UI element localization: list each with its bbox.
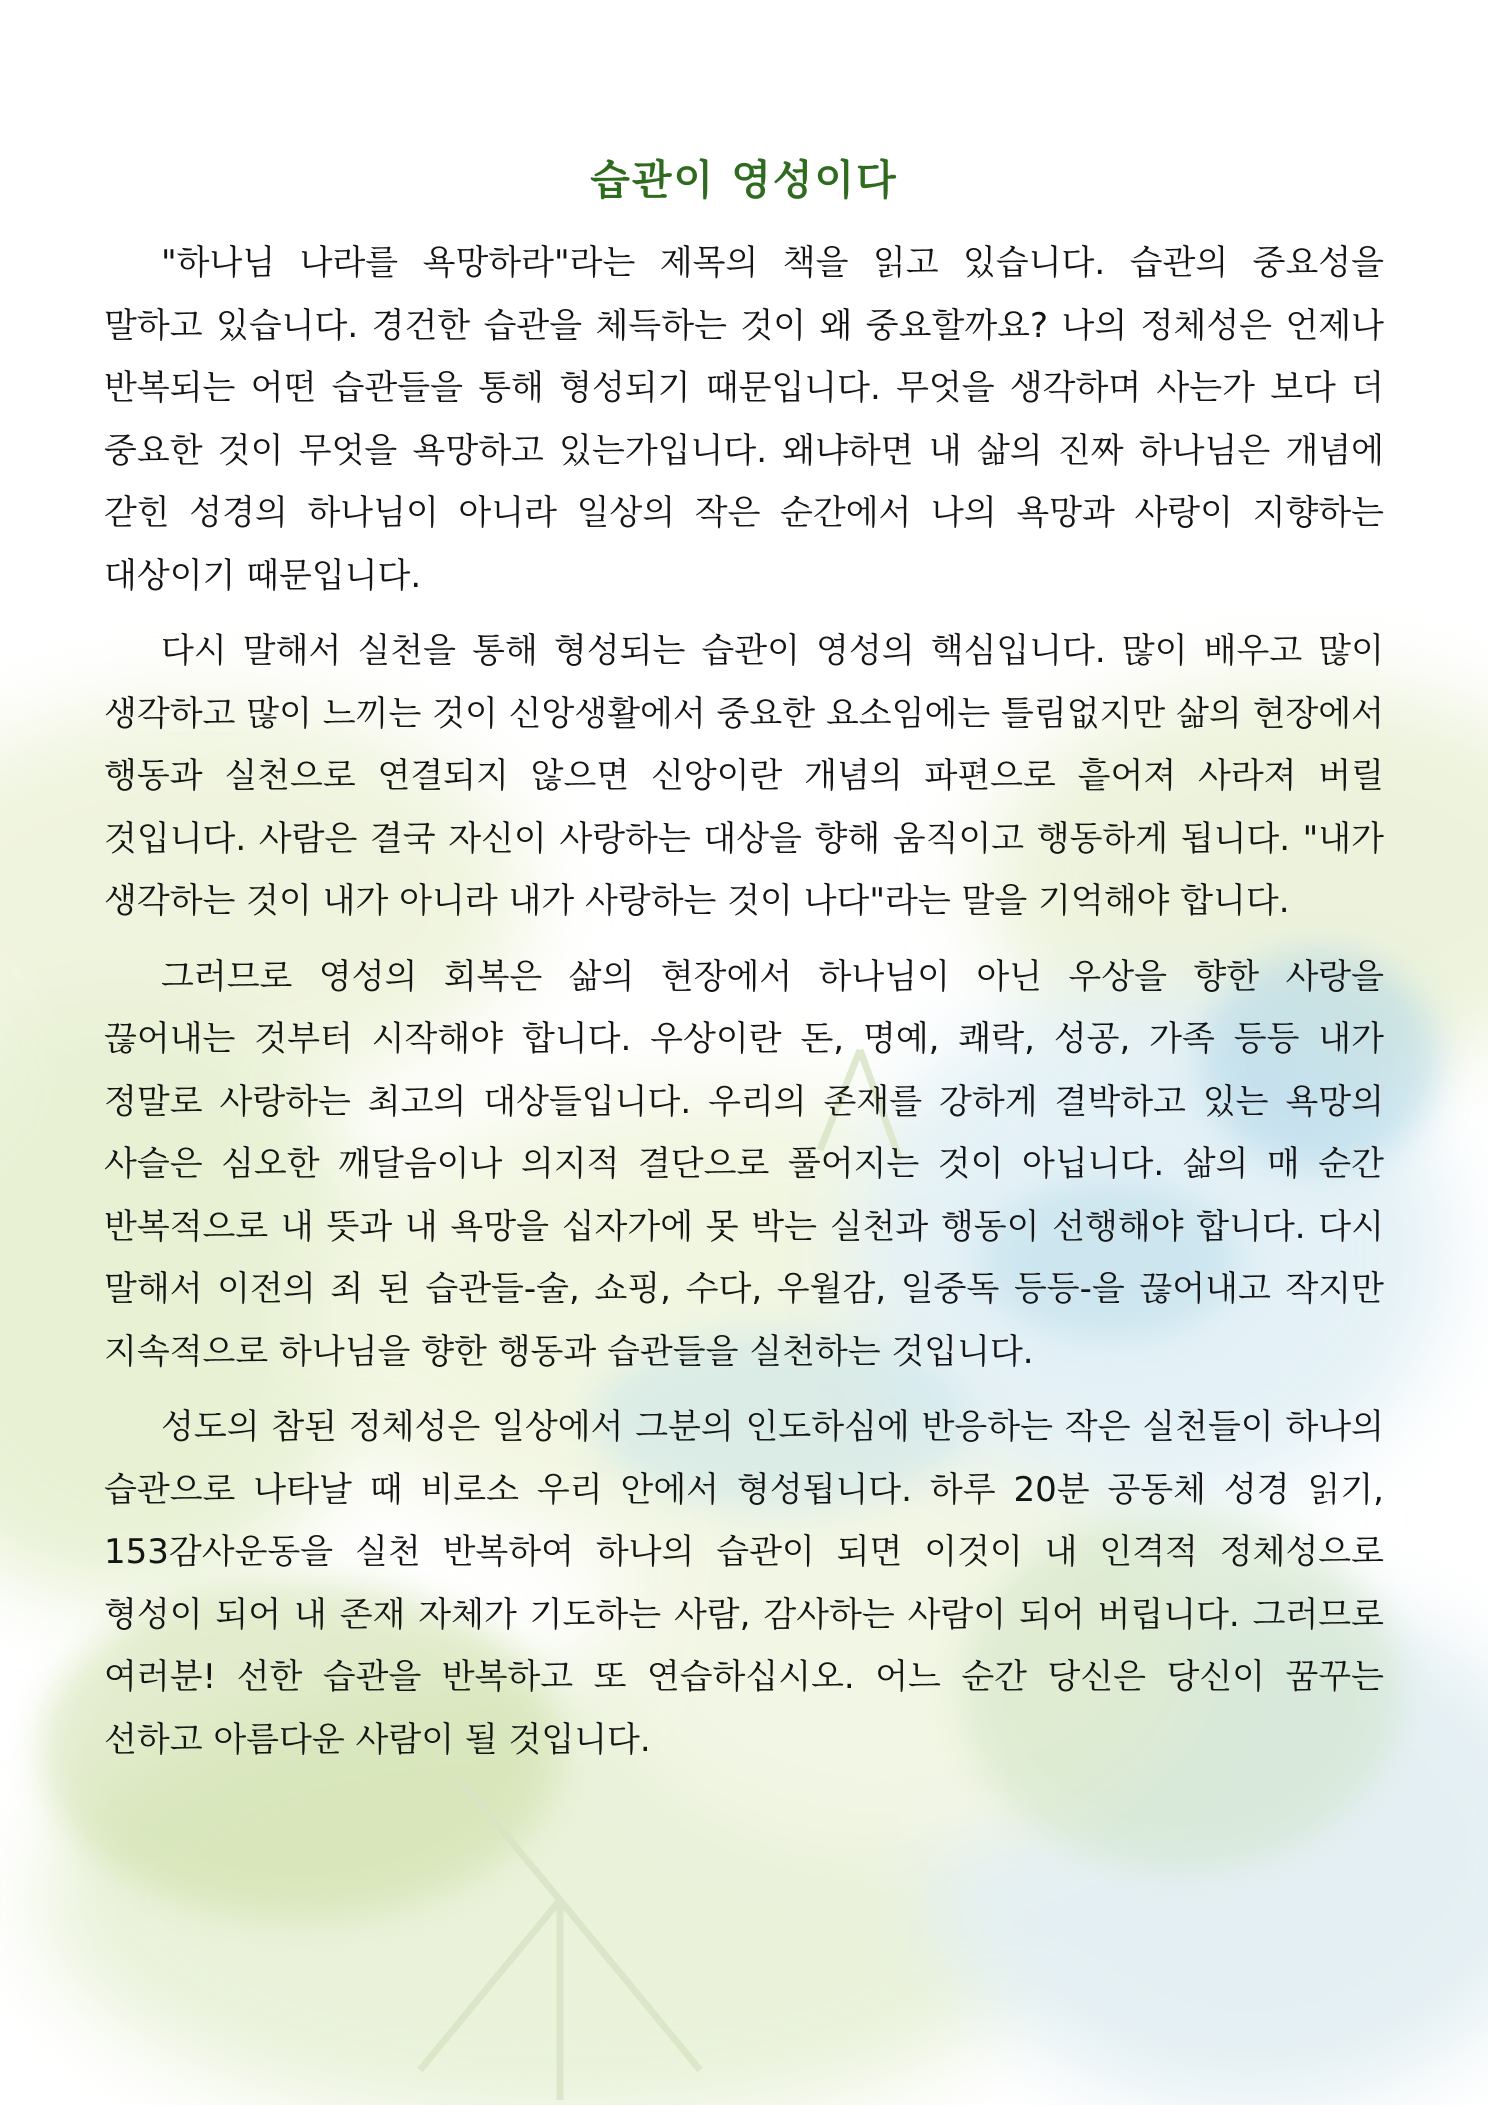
paragraph-2: 다시 말해서 실천을 통해 형성되는 습관이 영성의 핵심입니다. 많이 배우고 많이 생각하고 많이 느끼는 것이 신앙생활에서 중요한 요소임에는 틀림없지만 삶의 현장에서 행동과 실천으로 연결되지 않으면 신앙이란 개념의 파편으로 흩어져 사라져 버릴 것입니다. 사람은 결국 자신이 사랑하는 대상을 향해 움직이고 행동하게 됩니다. "내가 생각하는 것이 내가 아니라 내가 사랑하는 것이 나다"라는 말을 기억해야 합니다. [104, 631, 1384, 921]
paragraph-1: "하나님 나라를 욕망하라"라는 제목의 책을 읽고 있습니다. 습관의 중요성을 말하고 있습니다. 경건한 습관을 체득하는 것이 왜 중요할까요? 나의 정체성은 언제나 반복되는 어떤 습관들을 통해 형성되기 때문입니다. 무엇을 생각하며 사는가 보다 더 중요한 것이 무엇을 욕망하고 있는가입니다. 왜냐하면 내 삶의 진짜 하나님은 개념에 갇힌 성경의 하나님이 아니라 일상의 작은 순간에서 나의 욕망과 사랑이 지향하는 대상이기 때문입니다. [104, 243, 1384, 596]
paragraph-3: 그러므로 영성의 회복은 삶의 현장에서 하나님이 아닌 우상을 향한 사랑을 끊어내는 것부터 시작해야 합니다. 우상이란 돈, 명예, 쾌락, 성공, 가족 등등 내가 정말로 사랑하는 최고의 대상들입니다. 우리의 존재를 강하게 결박하고 있는 욕망의 사슬은 심오한 깨달음이나 의지적 결단으로 풀어지는 것이 아닙니다. 삶의 매 순간 반복적으로 내 뜻과 내 욕망을 십자가에 못 박는 실천과 행동이 선행해야 합니다. 다시 말해서 이전의 죄 된 습관들-술, 쇼핑, 수다, 우월감, 일중독 등등-을 끊어내고 작지만 지속적으로 하나님을 향한 행동과 습관들을 실천하는 것입니다. [104, 956, 1384, 1372]
document-title: 습관이 영성이다 [590, 156, 898, 204]
paragraph-4: 성도의 참된 정체성은 일상에서 그분의 인도하심에 반응하는 작은 실천들이 하나의 습관으로 나타날 때 비로소 우리 안에서 형성됩니다. 하루 20분 공동체 성경 읽기, 153감사운동을 실천 반복하여 하나의 습관이 되면 이것이 내 인격적 정체성으로 형성이 되어 내 존재 자체가 기도하는 사람, 감사하는 사람이 되어 버립니다. 그러므로 여러분! 선한 습관을 반복하고 또 연습하십시오. 어느 순간 당신은 당신이 꿈꾸는 선하고 아름다운 사람이 될 것입니다. [104, 1407, 1384, 1760]
document-content [104, 150, 1384, 1784]
